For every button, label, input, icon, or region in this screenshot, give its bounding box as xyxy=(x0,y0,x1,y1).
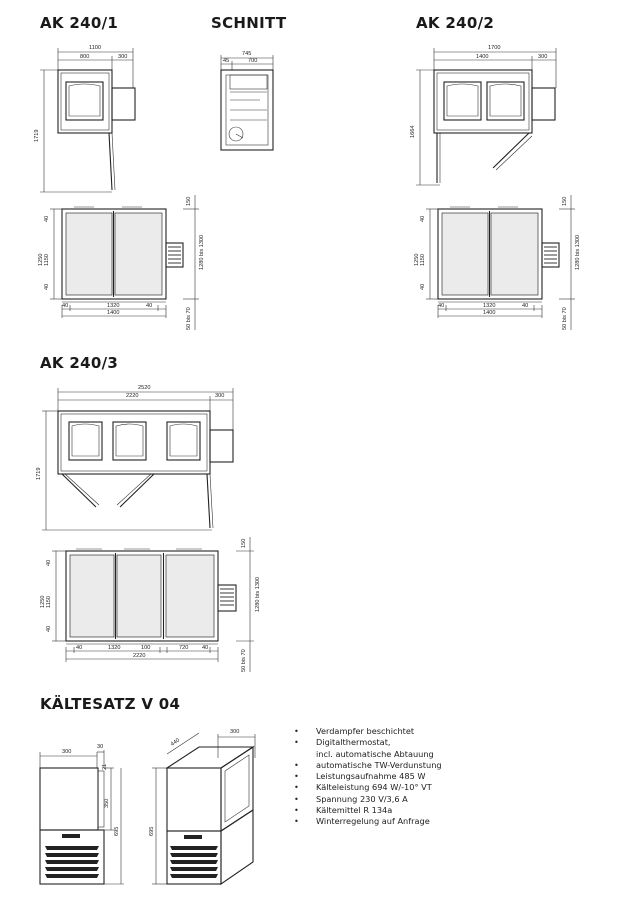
ak1-dim-bottom: 40 xyxy=(44,283,50,290)
ak1-dim-body: 800 xyxy=(80,54,90,60)
v04-dim-gap: 30 xyxy=(97,744,104,750)
title-kaeltesatz-v04: KÄLTESATZ V 04 xyxy=(40,695,181,713)
ak2-dim-w-total: 1400 xyxy=(483,310,496,316)
v04-dim-upper: 350 xyxy=(104,798,110,808)
ak1-dim-depth: 1719 xyxy=(34,129,40,142)
spec-item: • Kältemittel R 134a xyxy=(294,805,442,816)
ak1-dim-w-total: 1400 xyxy=(107,310,120,316)
ak1-dim-top: 40 xyxy=(44,215,50,222)
ak2-dim-h2: 1150 xyxy=(420,253,426,266)
ak3-dim-w-e: 40 xyxy=(202,645,209,651)
spec-item: • Spannung 230 V/3,6 A xyxy=(294,794,442,805)
ak2-dim-depth: 1664 xyxy=(410,125,416,138)
ak3-dim-overall: 2520 xyxy=(138,385,151,391)
ak1-dim-overall: 1100 xyxy=(89,45,102,51)
ak2-dim-top: 40 xyxy=(420,215,426,222)
title-schnitt: SCHNITT xyxy=(211,14,287,32)
ak2-front-view xyxy=(414,195,581,330)
spec-item: • Verdampfer beschichtet xyxy=(294,726,442,737)
ak1-dim-unit: 300 xyxy=(118,54,128,60)
v04-dim-iso-depth: 440 xyxy=(169,737,181,748)
ak1-dim-w-right: 40 xyxy=(146,303,153,309)
spec-list xyxy=(294,726,442,828)
ak2-dim-w-mid: 1320 xyxy=(483,303,496,309)
ak2-dim-body: 1400 xyxy=(476,54,489,60)
v04-dim-iso-height: 695 xyxy=(149,826,155,836)
ak1-dim-h1: 1250 xyxy=(38,253,44,266)
ak3-dim-feet: 50 bis 70 xyxy=(241,649,247,672)
title-ak-240-1: AK 240/1 xyxy=(40,14,119,32)
schnitt-dim-a: 45 xyxy=(223,58,230,64)
ak3-dim-unit: 300 xyxy=(215,393,225,399)
ak2-plan-view xyxy=(410,45,556,185)
ak3-dim-body: 2220 xyxy=(126,393,139,399)
ak2-dim-unit-top: 150 xyxy=(562,196,568,206)
ak1-dim-unit-top: 150 xyxy=(186,196,192,206)
ak1-dim-feet: 50 bis 70 xyxy=(186,307,192,330)
v04-dim-total: 695 xyxy=(114,826,120,836)
schnitt-dim-total: 745 xyxy=(242,51,252,57)
spec-item: • Winterregelung auf Anfrage xyxy=(294,816,442,827)
v04-front-view xyxy=(40,744,124,884)
ak3-dim-unit-h: 1280 bis 1300 xyxy=(255,576,261,612)
spec-item: • Digitalthermostat, incl. automatische Abtauung xyxy=(294,737,442,760)
ak1-front-view xyxy=(38,195,205,330)
spec-item: • automatische TW-Verdunstung xyxy=(294,760,442,771)
title-ak-240-2: AK 240/2 xyxy=(416,14,495,32)
ak2-dim-w-right: 40 xyxy=(522,303,529,309)
ak3-front-view xyxy=(40,537,261,672)
v04-iso-view xyxy=(149,729,255,884)
ak1-dim-h2: 1150 xyxy=(44,253,50,266)
spec-item: • Leistungsaufnahme 485 W xyxy=(294,771,442,782)
v04-dim-top: 21 xyxy=(102,763,108,770)
ak3-dim-w-d: 720 xyxy=(179,645,189,651)
ak3-dim-bottom: 40 xyxy=(46,625,52,632)
ak2-dim-bottom: 40 xyxy=(420,283,426,290)
ak1-dim-unit-h: 1280 bis 1300 xyxy=(199,234,205,270)
v04-dim-width: 300 xyxy=(62,749,72,755)
ak3-dim-w-total: 2220 xyxy=(133,653,146,659)
ak3-dim-w-b: 1320 xyxy=(108,645,121,651)
ak1-dim-w-left: 40 xyxy=(62,303,69,309)
ak2-dim-unit: 300 xyxy=(538,54,548,60)
ak3-dim-w-c: 100 xyxy=(141,645,151,651)
ak3-dim-h1: 1250 xyxy=(40,595,46,608)
ak2-dim-w-left: 40 xyxy=(438,303,445,309)
ak2-dim-unit-h: 1280 bis 1300 xyxy=(575,234,581,270)
v04-dim-iso-width: 300 xyxy=(230,729,240,735)
ak1-plan-view xyxy=(34,45,135,192)
title-ak-240-3: AK 240/3 xyxy=(40,354,119,372)
spec-item: • Kälteleistung 694 W/-10° VT xyxy=(294,782,442,793)
ak2-dim-feet: 50 bis 70 xyxy=(562,307,568,330)
schnitt-dim-b: 700 xyxy=(248,58,258,64)
schnitt-section-view xyxy=(221,51,273,150)
ak1-dim-w-mid: 1320 xyxy=(107,303,120,309)
ak3-dim-unit-top: 150 xyxy=(241,538,247,548)
ak3-dim-depth: 1719 xyxy=(36,467,42,480)
ak2-dim-h1: 1250 xyxy=(414,253,420,266)
ak3-dim-h2: 1150 xyxy=(46,595,52,608)
ak3-dim-top: 40 xyxy=(46,559,52,566)
ak3-plan-view xyxy=(36,385,233,530)
ak3-dim-w-a: 40 xyxy=(76,645,83,651)
ak2-dim-overall: 1700 xyxy=(488,45,501,51)
